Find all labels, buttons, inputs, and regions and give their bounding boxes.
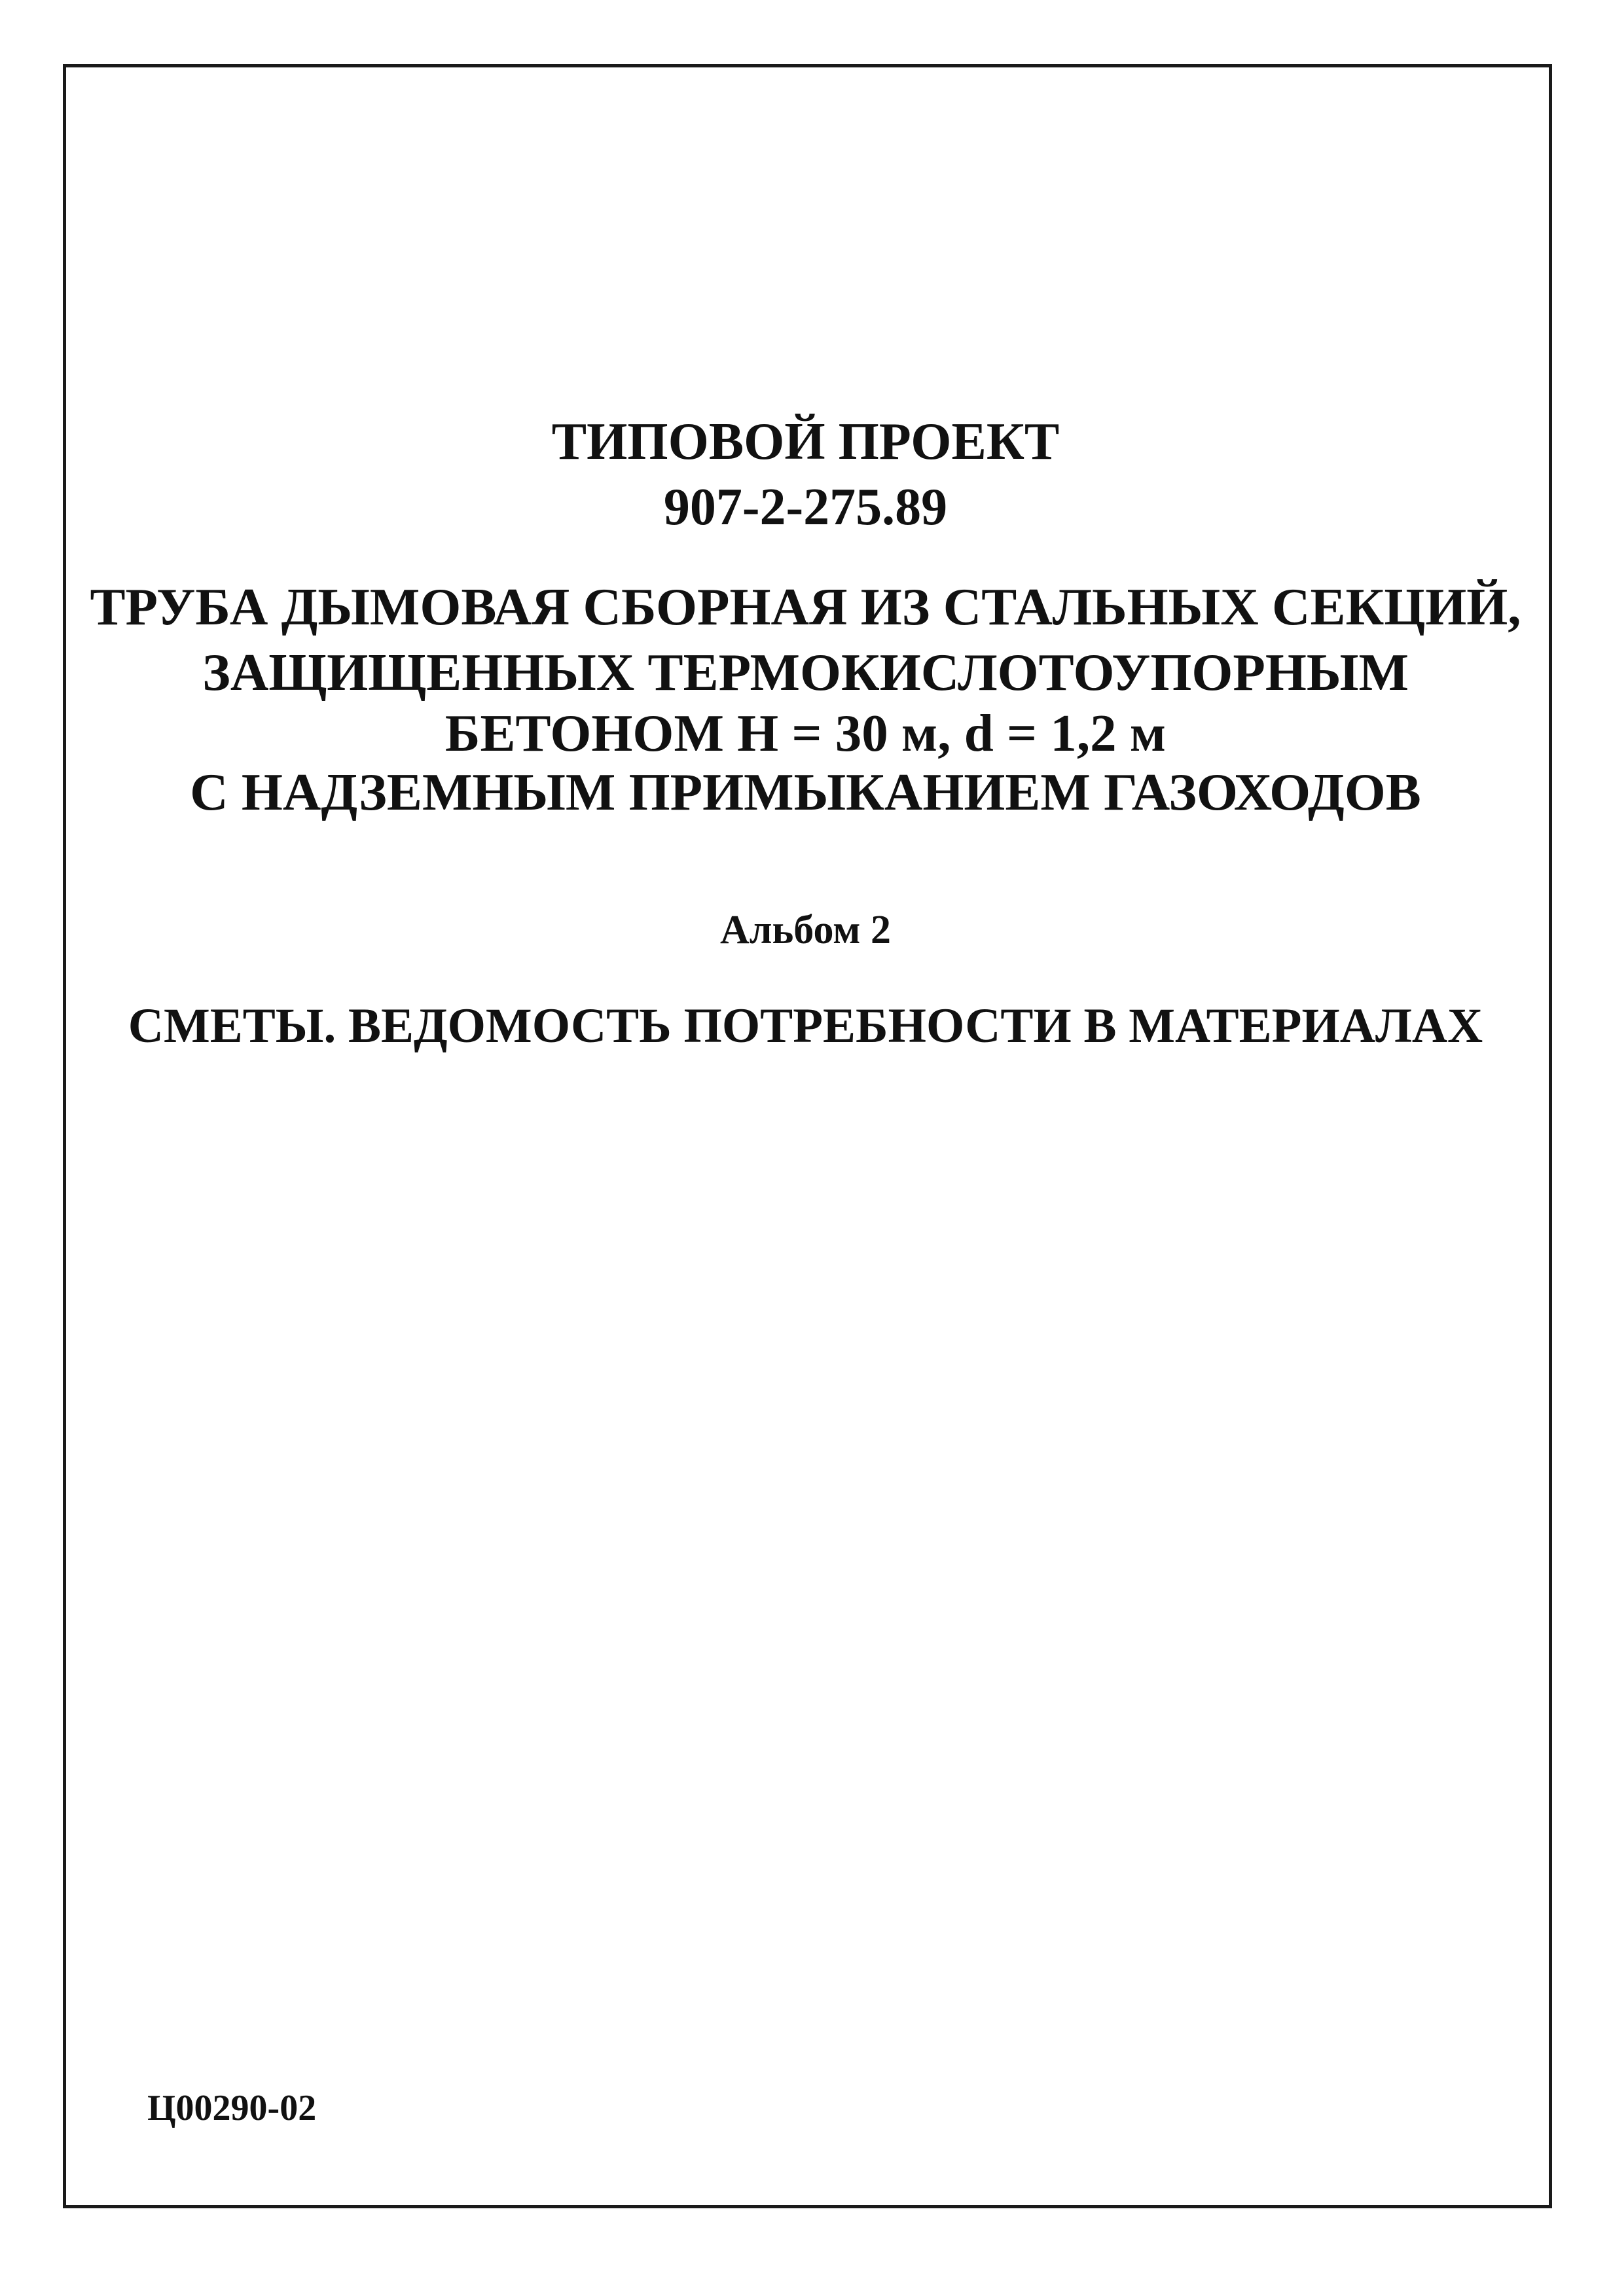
project-name-line-3: БЕТОНОМ Н = 30 м, d = 1,2 м: [444, 704, 1167, 762]
album-label: Альбом 2: [719, 908, 892, 952]
project-number: 907-2-275.89: [663, 478, 948, 536]
project-name-line-4: С НАДЗЕМНЫМ ПРИМЫКАНИЕМ ГАЗОХОДОВ: [190, 762, 1421, 821]
document-code: Ц00290-02: [147, 2088, 317, 2128]
album-subtitle: СМЕТЫ. ВЕДОМОСТЬ ПОТРЕБНОСТИ В МАТЕРИАЛАХ: [128, 999, 1483, 1053]
project-name-line-2: ЗАЩИЩЕННЫХ ТЕРМОКИСЛОТОУПОРНЫМ: [202, 643, 1409, 702]
project-name-line-1: ТРУБА ДЫМОВАЯ СБОРНАЯ ИЗ СТАЛЬНЫХ СЕКЦИЙ,: [90, 577, 1521, 636]
page-frame-border: [63, 64, 1552, 2208]
document-type-heading: ТИПОВОЙ ПРОЕКТ: [551, 413, 1060, 471]
